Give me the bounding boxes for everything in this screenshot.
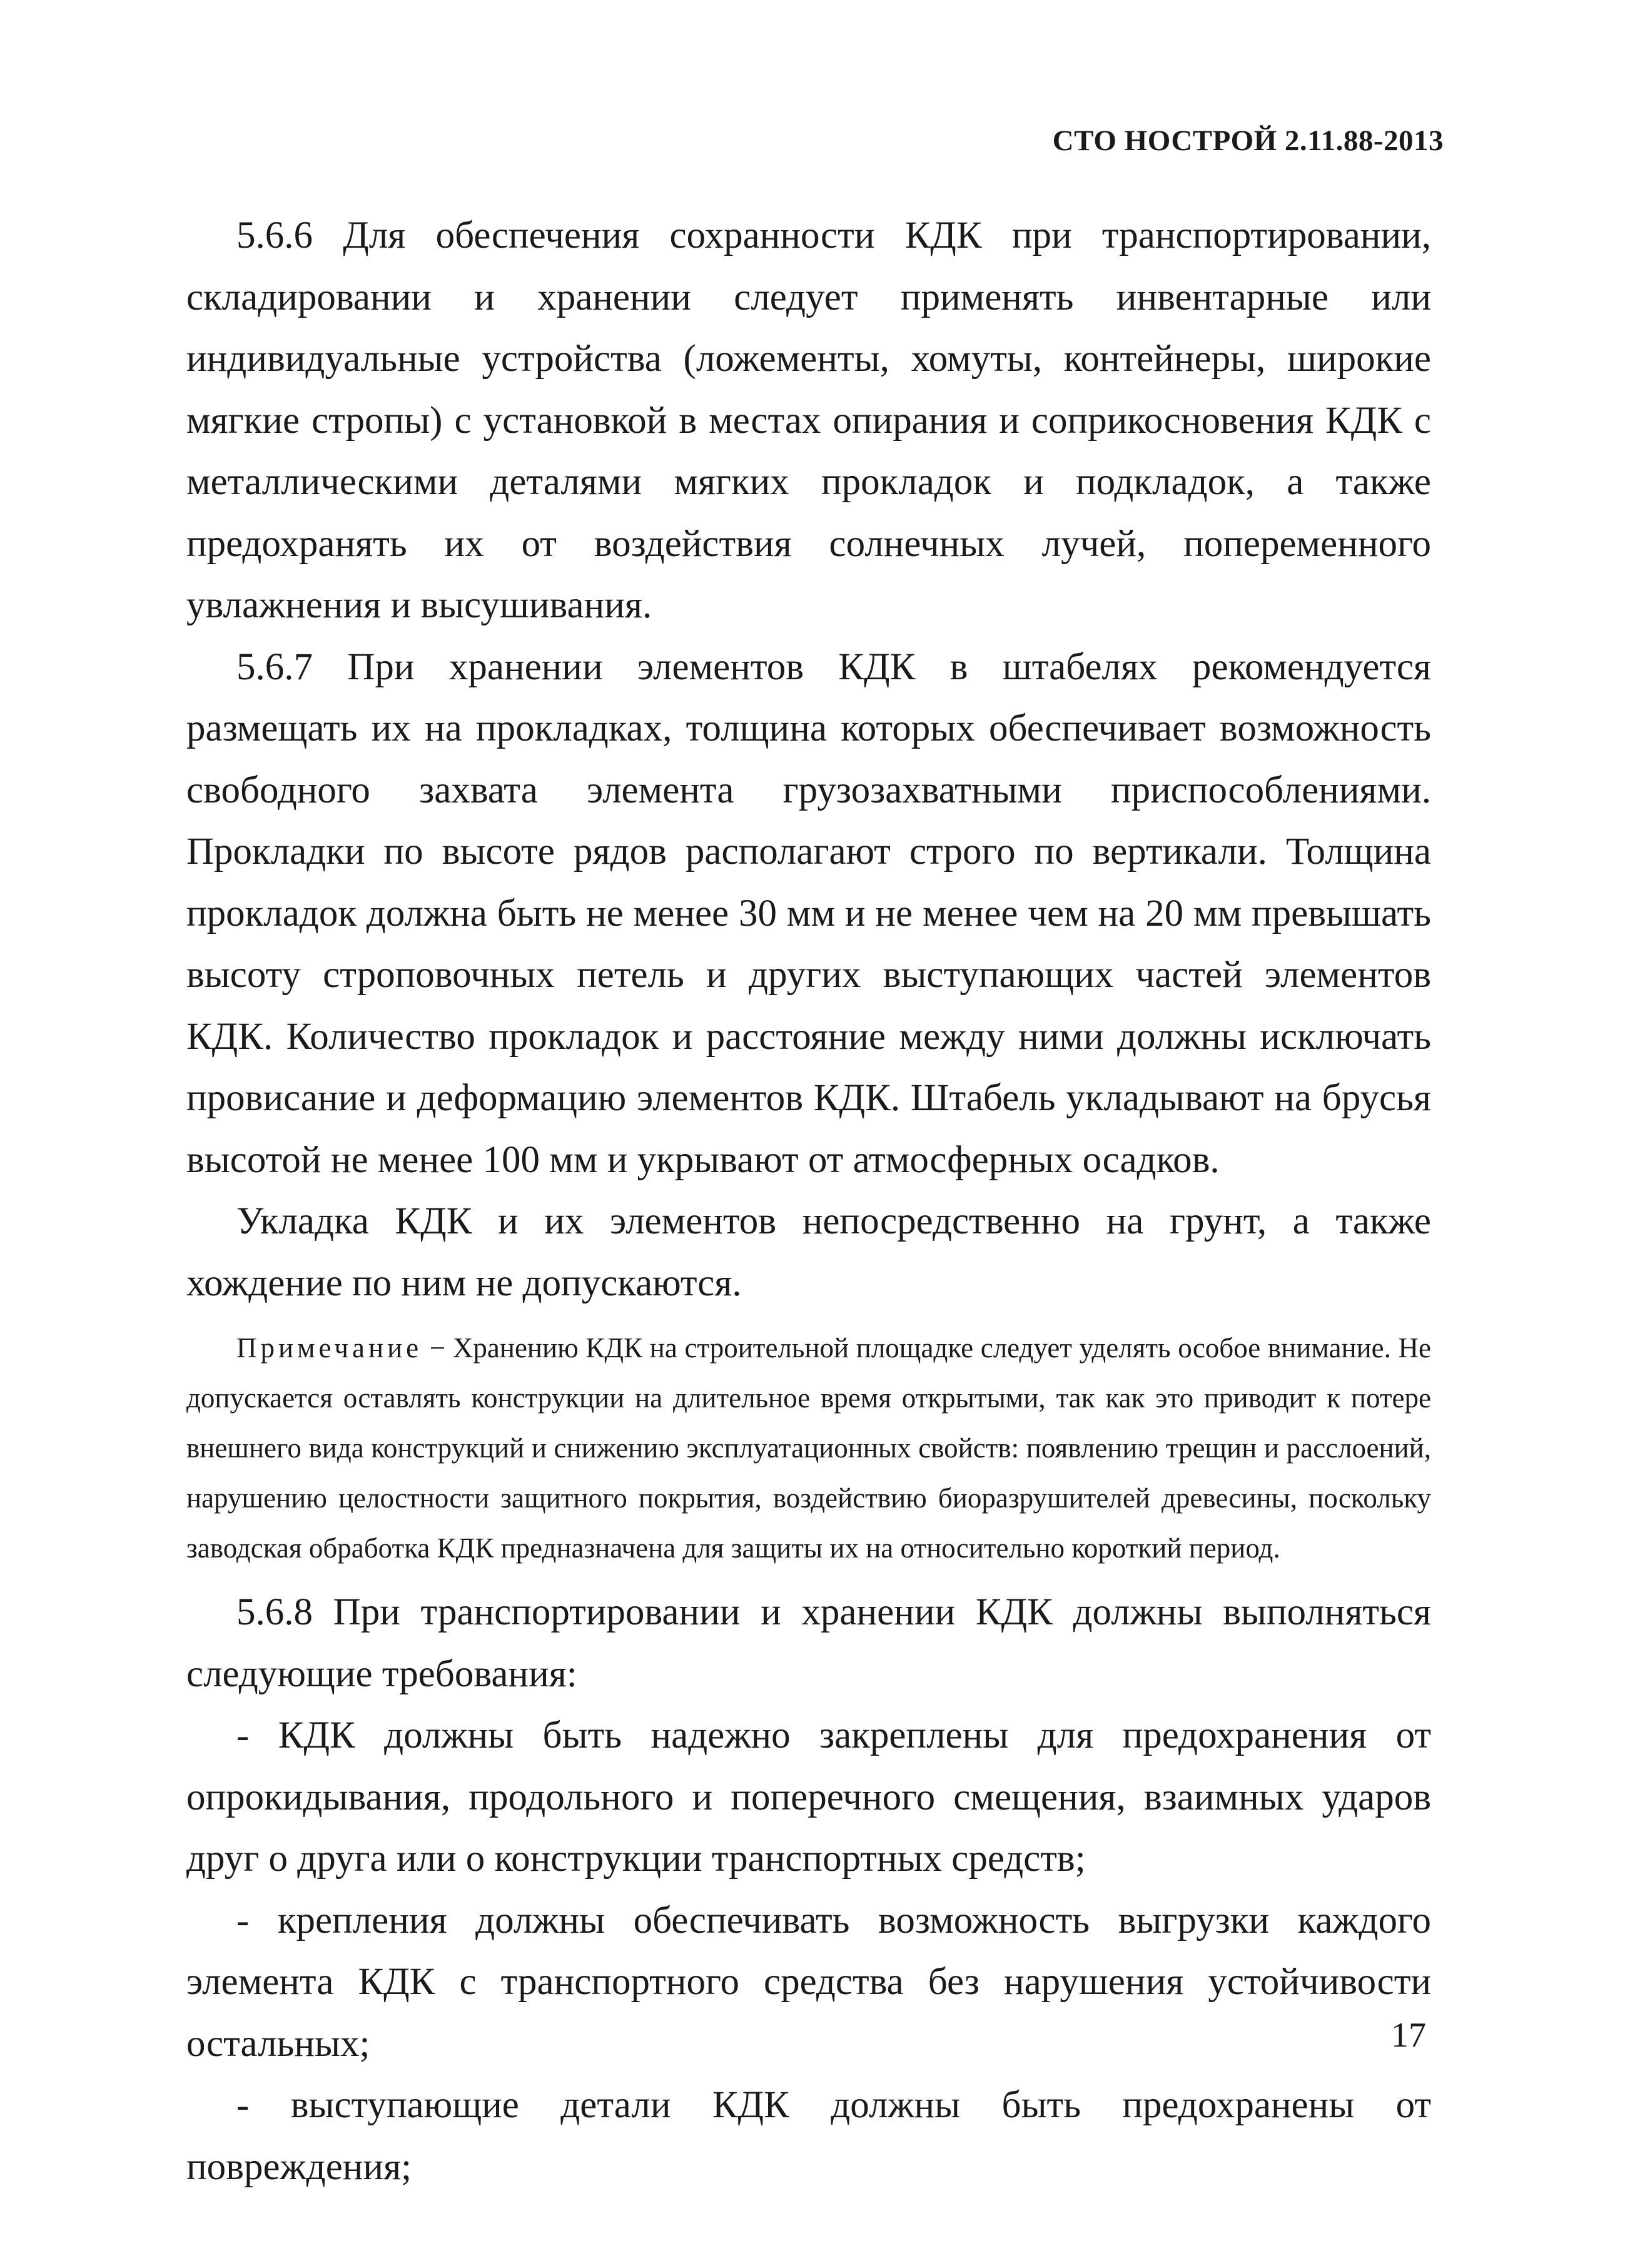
paragraph-5-6-6: 5.6.6 Для обеспечения сохранности КДК при транспортировании, складировании и хранении следует применять инвентарные или индивидуальные устройства (ложементы, хомуты, контейнеры, широкие мягкие стропы) с установкой в местах опирания и соприкосновения КДК с металлическими деталями мягких прокладок и подкладок, а также предохранять их от воздействия солнечных лучей, попеременного увлажнения и высушивания. [186, 215, 1431, 626]
paragraph-5-6-8: 5.6.8 При транспортировании и хранении КДК должны выполняться следующие требования: [186, 1591, 1431, 1695]
note-text: − Хранению КДК на строительной площадке следует уделять особое внимание. Не допускается оставлять конструкции на длительное время открытыми, так как это приводит к потере внешнего вида конструкций и снижению эксплуатационных свойств: появлению трещин и расслоений, нарушению целостности защитного покрытия, воздействию биоразрушителей древесины, поскольку заводская обработка КДК предназначена для защиты их на относительно короткий период. [186, 1332, 1431, 1564]
document-body [186, 205, 1431, 2198]
list-item-protruding-parts: - выступающие детали КДК должны быть предохранены от повреждения; [186, 2084, 1431, 2188]
list-item-fastening: - КДК должны быть надежно закреплены для предохранения от опрокидывания, продольного и поперечного смещения, взаимных ударов друг о друга или о конструкции транспортных средств; [186, 1714, 1431, 1880]
list-item-unloading: - крепления должны обеспечивать возможность выгрузки каждого элемента КДК с транспортного средства без нарушения устойчивости остальных; [186, 1899, 1431, 2065]
document-code-header: СТО НОСТРОЙ 2.11.88-2013 [1052, 124, 1444, 157]
paragraph-laying-on-ground: Укладка КДК и их элементов непосредственно на грунт, а также хождение по ним не допускаются. [186, 1200, 1431, 1304]
storage-note [186, 1314, 1431, 1582]
page-number: 17 [1391, 2016, 1426, 2055]
note-label: Примечание [236, 1332, 423, 1364]
paragraph-5-6-7: 5.6.7 При хранении элементов КДК в штабелях рекомендуется размещать их на прокладках, толщина которых обеспечивает возможность свободного захвата элемента грузозахватными приспособлениями. Прокладки по высоте рядов располагают строго по вертикали. Толщина прокладок должна быть не менее 30 мм и не менее чем на 20 мм превышать высоту строповочных петель и других выступающих частей элементов КДК. Количество прокладок и расстояние между ними должны исключать провисание и деформацию элементов КДК. Штабель укладывают на брусья высотой не менее 100 мм и укрывают от атмосферных осадков. [186, 645, 1431, 1181]
